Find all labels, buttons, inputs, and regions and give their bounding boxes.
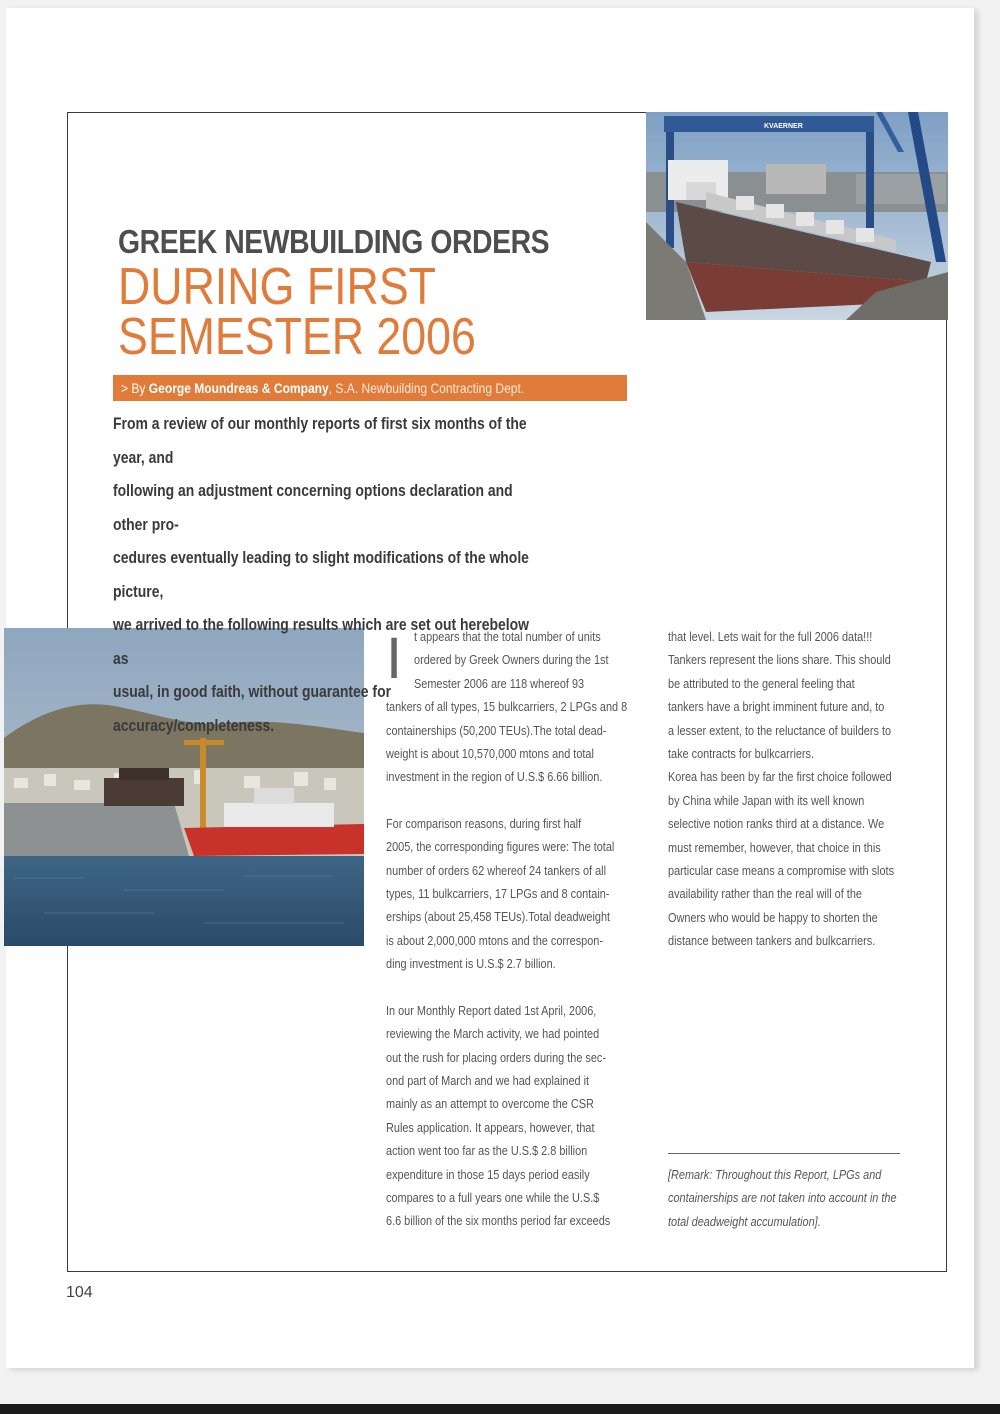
text-line: 2005, the corresponding figures were: The total xyxy=(386,839,615,855)
text-line: out the rush for placing orders during the sec- xyxy=(386,1049,607,1065)
lead-line: following an adjustment concerning options declaration and other pro- xyxy=(113,481,513,534)
text-line: Owners who would be happy to shorten the xyxy=(668,909,878,925)
text-line: ond part of March and we had explained it xyxy=(386,1072,590,1088)
text-line: distance between tankers and bulkcarriers. xyxy=(668,933,876,949)
text-line: types, 11 bulkcarriers, 17 LPGs and 8 contain- xyxy=(386,886,610,902)
lead-line: usual, in good faith, without guarantee for accuracy/completeness. xyxy=(113,682,392,735)
text-line: expenditure in those 15 days period easily xyxy=(386,1166,590,1182)
headline-line-3: SEMESTER 2006 xyxy=(118,308,476,366)
text-line: ding investment is U.S.$ 2.7 billion. xyxy=(386,956,556,972)
drop-cap: I xyxy=(386,626,403,691)
text-line: number of orders 62 whereof 24 tankers of all xyxy=(386,862,607,878)
text-line: a lesser extent, to the reluctance of builders to xyxy=(668,722,892,738)
byline-bar xyxy=(113,375,627,401)
remark-line: containerships are not taken into account in the xyxy=(668,1190,897,1206)
text-line: particular case means a compromise with slots xyxy=(668,863,895,879)
byline-author: George Moundreas & Company xyxy=(148,380,329,396)
byline-prefix: > By xyxy=(121,380,149,396)
paragraph-4 xyxy=(668,625,902,953)
text-line: mainly as an attempt to overcome the CSR xyxy=(386,1096,594,1112)
text-line: be attributed to the general feeling that xyxy=(668,675,855,691)
article-headline xyxy=(118,222,638,366)
remark-divider xyxy=(668,1153,900,1154)
text-line: is about 2,000,000 mtons and the correspon- xyxy=(386,932,604,948)
lead-line: cedures eventually leading to slight modifications of the whole picture, xyxy=(113,548,529,601)
text-line: selective notion ranks third at a distance. We xyxy=(668,816,885,832)
text-line: t appears that the total number of units xyxy=(414,629,601,644)
scan-edge xyxy=(0,1404,1000,1414)
text-line: availability rather than the real will of the xyxy=(668,886,862,902)
remark-note xyxy=(668,1163,904,1233)
text-line: weight is about 10,570,000 mtons and total xyxy=(386,746,594,762)
text-line: reviewing the March activity, we had pointed xyxy=(386,1026,600,1042)
text-line: ordered by Greek Owners during the 1st xyxy=(414,652,609,668)
headline-line-2: DURING FIRST xyxy=(118,258,436,316)
text-line: must remember, however, that choice in this xyxy=(668,839,881,855)
text-line: Tankers represent the lions share. This should xyxy=(668,652,891,668)
text-line: by China while Japan with its well known xyxy=(668,792,865,808)
text-line: 6.6 billion of the six months period far exceeds xyxy=(386,1213,611,1229)
paragraph-3 xyxy=(386,999,622,1233)
text-line: For comparison reasons, during first half xyxy=(386,815,582,831)
remark-line: [Remark: Throughout this Report, LPGs and xyxy=(668,1167,882,1182)
text-line: containerships (50,200 TEUs).The total dead- xyxy=(386,722,607,738)
text-line: compares to a full years one while the U.S.$ xyxy=(386,1189,600,1205)
text-line: Rules application. It appears, however, that xyxy=(386,1119,595,1135)
lead-line: we arrived to the following results which are set out herebelow as xyxy=(113,615,529,668)
text-line: investment in the region of U.S.$ 6.66 billion. xyxy=(386,769,603,785)
crane-lettering: KVAERNER xyxy=(764,123,803,130)
lead-line: From a review of our monthly reports of first six months of the year, and xyxy=(113,414,527,467)
page-number: 104 xyxy=(66,1284,93,1301)
text-line: take contracts for bulkcarriers. xyxy=(668,746,815,762)
body-column-1 xyxy=(386,625,628,1233)
text-line: tankers have a bright imminent future and, to xyxy=(668,699,885,715)
text-line: erships (about 25,458 TEUs).Total deadweight xyxy=(386,909,611,925)
byline-department: , S.A. Newbuilding Contracting Dept. xyxy=(328,380,525,396)
text-line: that level. Lets wait for the full 2006 data!!! xyxy=(668,629,873,644)
text-line: tankers of all types, 15 bulkcarriers, 2 LPGs and 8 xyxy=(386,699,628,715)
text-line: Korea has been by far the first choice followed xyxy=(668,769,892,785)
text-line: action went too far as the U.S.$ 2.8 billion xyxy=(386,1143,588,1159)
shipyard-photo xyxy=(646,112,948,320)
remark-line: total deadweight accumulation]. xyxy=(668,1213,821,1229)
text-line: Semester 2006 are 118 whereof 93 xyxy=(414,675,585,691)
paragraph-1 xyxy=(386,625,628,789)
headline-line-1: GREEK NEWBUILDING ORDERS xyxy=(118,223,550,260)
paragraph-2 xyxy=(386,812,622,976)
text-line: In our Monthly Report dated 1st April, 2006, xyxy=(386,1002,597,1018)
body-column-2 xyxy=(668,625,902,953)
